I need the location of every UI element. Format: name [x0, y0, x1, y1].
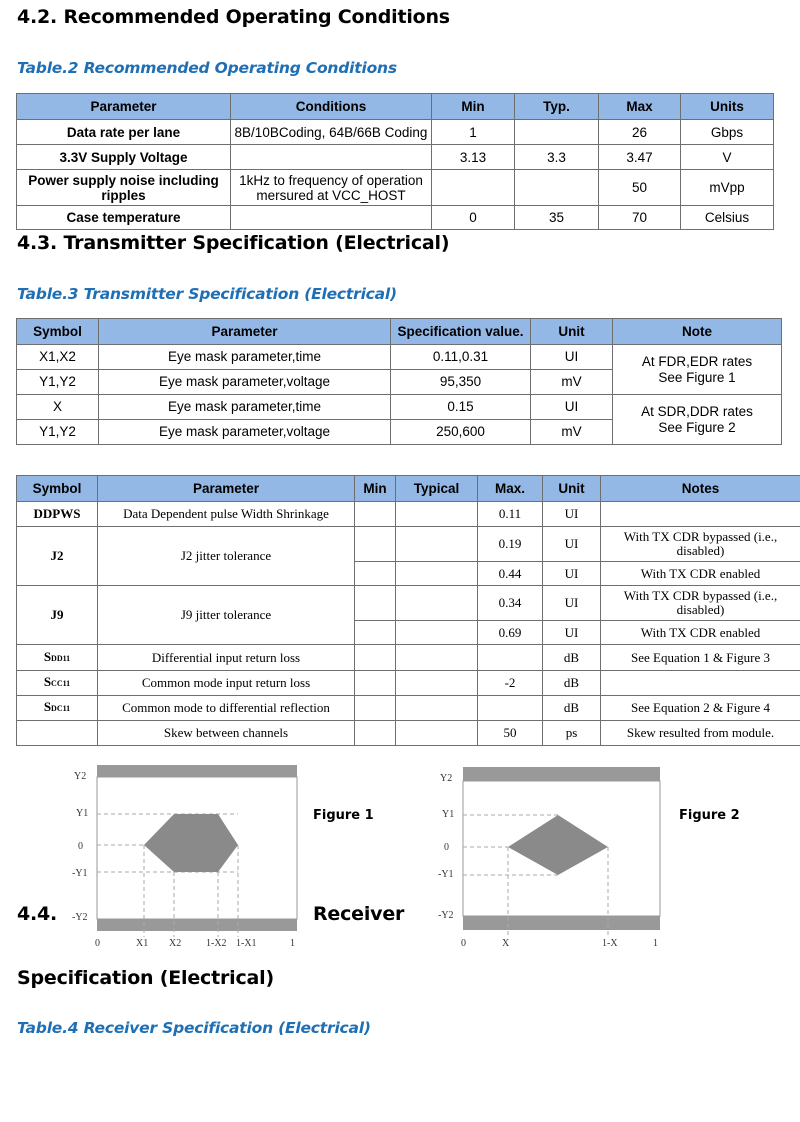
y-label-neg-y1: -Y1 — [438, 869, 454, 880]
x-label-1-x: 1-X — [602, 938, 618, 949]
table-cell: DDPWS — [17, 502, 98, 527]
table-cell: SDD11 — [17, 645, 98, 671]
table-cell: 0.11,0.31 — [391, 345, 531, 370]
table-cell: 50 — [599, 170, 681, 206]
y-label-y2: Y2 — [440, 773, 453, 784]
col-header: Min — [432, 94, 515, 120]
table-cell — [515, 170, 599, 206]
eye-mask-diamond — [508, 815, 608, 875]
figure-1-label: Figure 1 — [313, 808, 374, 823]
table-cell: UI — [543, 621, 601, 645]
section-4-4-heading-rest: Specification (Electrical) — [17, 967, 274, 989]
table-cell: Common mode input return loss — [98, 671, 355, 696]
table-cell: Data rate per lane — [17, 120, 231, 145]
table-cell: Eye mask parameter,time — [99, 345, 391, 370]
table-cell-note: At SDR,DDR rates See Figure 2 — [613, 395, 782, 445]
table-cell — [396, 586, 478, 621]
table-cell: -2 — [478, 671, 543, 696]
table-row — [17, 345, 782, 370]
figure-2-label: Figure 2 — [679, 808, 740, 823]
col-header: Parameter — [99, 319, 391, 345]
table-cell: 250,600 — [391, 420, 531, 445]
table-row — [17, 120, 774, 145]
table-cell: With TX CDR bypassed (i.e., disabled) — [601, 527, 800, 562]
table-cell: Eye mask parameter,time — [99, 395, 391, 420]
upper-mask-bar — [97, 765, 297, 777]
table-cell: 0.11 — [478, 502, 543, 527]
eye-mask-figure-1 — [66, 760, 306, 956]
table-cell: UI — [531, 345, 613, 370]
x-label-1: 1 — [290, 938, 295, 949]
eye-mask-figure-2 — [432, 760, 672, 956]
y-label-y1: Y1 — [76, 808, 89, 819]
table-cell: Skew resulted from module. — [601, 721, 800, 746]
table-cell: See Equation 1 & Figure 3 — [601, 645, 800, 671]
table-cell — [355, 721, 396, 746]
table-cell: 0.69 — [478, 621, 543, 645]
table-cell: UI — [543, 586, 601, 621]
table-header-row — [17, 319, 782, 345]
col-header: Typ. — [515, 94, 599, 120]
table-cell — [396, 502, 478, 527]
x-label-x: X — [502, 938, 510, 949]
table-cell: With TX CDR enabled — [601, 621, 800, 645]
x-label-1-x2: 1-X2 — [206, 938, 227, 949]
col-header: Parameter — [98, 476, 355, 502]
table-2-caption: Table.2 Recommended Operating Conditions — [17, 59, 397, 77]
table-cell: SCC11 — [17, 671, 98, 696]
table-row — [17, 395, 782, 420]
table-cell — [355, 586, 396, 621]
table-row — [17, 645, 800, 671]
y-label-zero: 0 — [444, 842, 449, 853]
table-cell: 3.3V Supply Voltage — [17, 145, 231, 170]
table-cell — [515, 120, 599, 145]
x-label-0: 0 — [461, 938, 466, 949]
table-cell: Y1,Y2 — [17, 370, 99, 395]
table-row — [17, 527, 800, 562]
table-cell — [396, 621, 478, 645]
table-cell — [396, 562, 478, 586]
transmitter-spec-table — [16, 318, 782, 445]
table-cell: X1,X2 — [17, 345, 99, 370]
table-cell — [478, 696, 543, 721]
table-cell: J2 — [17, 527, 98, 586]
x-label-0: 0 — [95, 938, 100, 949]
table-cell: UI — [543, 527, 601, 562]
table-cell: Eye mask parameter,voltage — [99, 420, 391, 445]
table-cell: 3.3 — [515, 145, 599, 170]
col-header: Typical — [396, 476, 478, 502]
table-cell — [601, 671, 800, 696]
table-cell: 0.34 — [478, 586, 543, 621]
table-cell: Differential input return loss — [98, 645, 355, 671]
x-label-x1: X1 — [136, 938, 149, 949]
section-4-4-number: 4.4. — [17, 903, 58, 925]
table-cell: Celsius — [681, 206, 774, 230]
table-cell — [231, 206, 432, 230]
table-cell: ps — [543, 721, 601, 746]
col-header: Max. — [478, 476, 543, 502]
lower-mask-bar — [97, 919, 297, 931]
table-cell: 1kHz to frequency of operation mersured at VCC_HOST — [231, 170, 432, 206]
table-cell: 3.13 — [432, 145, 515, 170]
eye-mask-hexagon — [144, 814, 238, 872]
col-header: Min — [355, 476, 396, 502]
table-cell: UI — [543, 502, 601, 527]
table-cell: 95,350 — [391, 370, 531, 395]
table-cell: 26 — [599, 120, 681, 145]
col-header: Symbol — [17, 476, 98, 502]
table-cell: 70 — [599, 206, 681, 230]
col-header: Notes — [601, 476, 800, 502]
table-cell: 8B/10BCoding, 64B/66B Coding — [231, 120, 432, 145]
table-cell: J2 jitter tolerance — [98, 527, 355, 586]
table-cell: J9 jitter tolerance — [98, 586, 355, 645]
table-cell: mVpp — [681, 170, 774, 206]
col-header: Specification value. — [391, 319, 531, 345]
table-cell: Gbps — [681, 120, 774, 145]
transmitter-jitter-table — [16, 475, 800, 746]
y-label-neg-y2: -Y2 — [72, 912, 88, 923]
table-cell — [355, 696, 396, 721]
section-4-4-word: Receiver — [313, 903, 405, 925]
table-cell: Power supply noise including ripples — [17, 170, 231, 206]
upper-mask-bar — [463, 767, 660, 781]
table-cell — [396, 645, 478, 671]
table-4-caption: Table.4 Receiver Specification (Electrical) — [17, 1019, 371, 1037]
table-cell — [396, 527, 478, 562]
x-label-x2: X2 — [169, 938, 182, 949]
table-cell — [396, 696, 478, 721]
table-cell: dB — [543, 671, 601, 696]
table-cell: SDC11 — [17, 696, 98, 721]
table-header-row — [17, 94, 774, 120]
table-cell: mV — [531, 370, 613, 395]
table-row — [17, 502, 800, 527]
section-4-2-heading: 4.2. Recommended Operating Conditions — [17, 6, 450, 28]
table-cell: Case temperature — [17, 206, 231, 230]
table-cell — [17, 721, 98, 746]
col-header: Units — [681, 94, 774, 120]
table-cell — [355, 621, 396, 645]
recommended-operating-conditions-table — [16, 93, 774, 230]
table-cell: Common mode to differential reflection — [98, 696, 355, 721]
table-cell: 50 — [478, 721, 543, 746]
table-cell: dB — [543, 645, 601, 671]
table-cell: With TX CDR bypassed (i.e., disabled) — [601, 586, 800, 621]
table-row — [17, 170, 774, 206]
col-header: Max — [599, 94, 681, 120]
table-cell — [432, 170, 515, 206]
col-header: Parameter — [17, 94, 231, 120]
table-cell: 0.19 — [478, 527, 543, 562]
x-label-1: 1 — [653, 938, 658, 949]
col-header: Unit — [543, 476, 601, 502]
table-cell-note: At FDR,EDR rates See Figure 1 — [613, 345, 782, 395]
table-header-row — [17, 476, 800, 502]
lower-mask-bar — [463, 916, 660, 930]
table-3-caption: Table.3 Transmitter Specification (Electrical) — [17, 285, 397, 303]
col-header: Symbol — [17, 319, 99, 345]
table-cell: Skew between channels — [98, 721, 355, 746]
table-cell: Y1,Y2 — [17, 420, 99, 445]
table-cell — [355, 527, 396, 562]
table-row — [17, 206, 774, 230]
table-cell: dB — [543, 696, 601, 721]
table-cell: 0.44 — [478, 562, 543, 586]
table-cell: 0 — [432, 206, 515, 230]
table-cell — [355, 502, 396, 527]
table-cell: Eye mask parameter,voltage — [99, 370, 391, 395]
table-cell: 0.15 — [391, 395, 531, 420]
section-4-3-heading: 4.3. Transmitter Specification (Electrical) — [17, 232, 450, 254]
y-label-zero: 0 — [78, 841, 83, 852]
table-row — [17, 696, 800, 721]
table-cell: UI — [543, 562, 601, 586]
x-label-1-x1: 1-X1 — [236, 938, 257, 949]
table-row — [17, 671, 800, 696]
table-cell — [355, 671, 396, 696]
table-row — [17, 586, 800, 621]
table-cell — [396, 721, 478, 746]
table-cell — [355, 645, 396, 671]
table-cell: See Equation 2 & Figure 4 — [601, 696, 800, 721]
y-label-y1: Y1 — [442, 809, 455, 820]
table-cell: J9 — [17, 586, 98, 645]
table-cell — [231, 145, 432, 170]
y-label-neg-y1: -Y1 — [72, 868, 88, 879]
table-cell: UI — [531, 395, 613, 420]
table-cell — [355, 562, 396, 586]
table-cell: X — [17, 395, 99, 420]
table-cell — [396, 671, 478, 696]
table-row — [17, 145, 774, 170]
table-cell — [601, 502, 800, 527]
y-label-neg-y2: -Y2 — [438, 910, 454, 921]
table-row — [17, 721, 800, 746]
y-label-y2: Y2 — [74, 771, 87, 782]
col-header: Unit — [531, 319, 613, 345]
table-cell: mV — [531, 420, 613, 445]
table-cell: With TX CDR enabled — [601, 562, 800, 586]
col-header: Conditions — [231, 94, 432, 120]
table-cell: V — [681, 145, 774, 170]
table-cell: Data Dependent pulse Width Shrinkage — [98, 502, 355, 527]
table-cell: 3.47 — [599, 145, 681, 170]
col-header: Note — [613, 319, 782, 345]
table-cell — [478, 645, 543, 671]
table-cell: 35 — [515, 206, 599, 230]
table-cell: 1 — [432, 120, 515, 145]
